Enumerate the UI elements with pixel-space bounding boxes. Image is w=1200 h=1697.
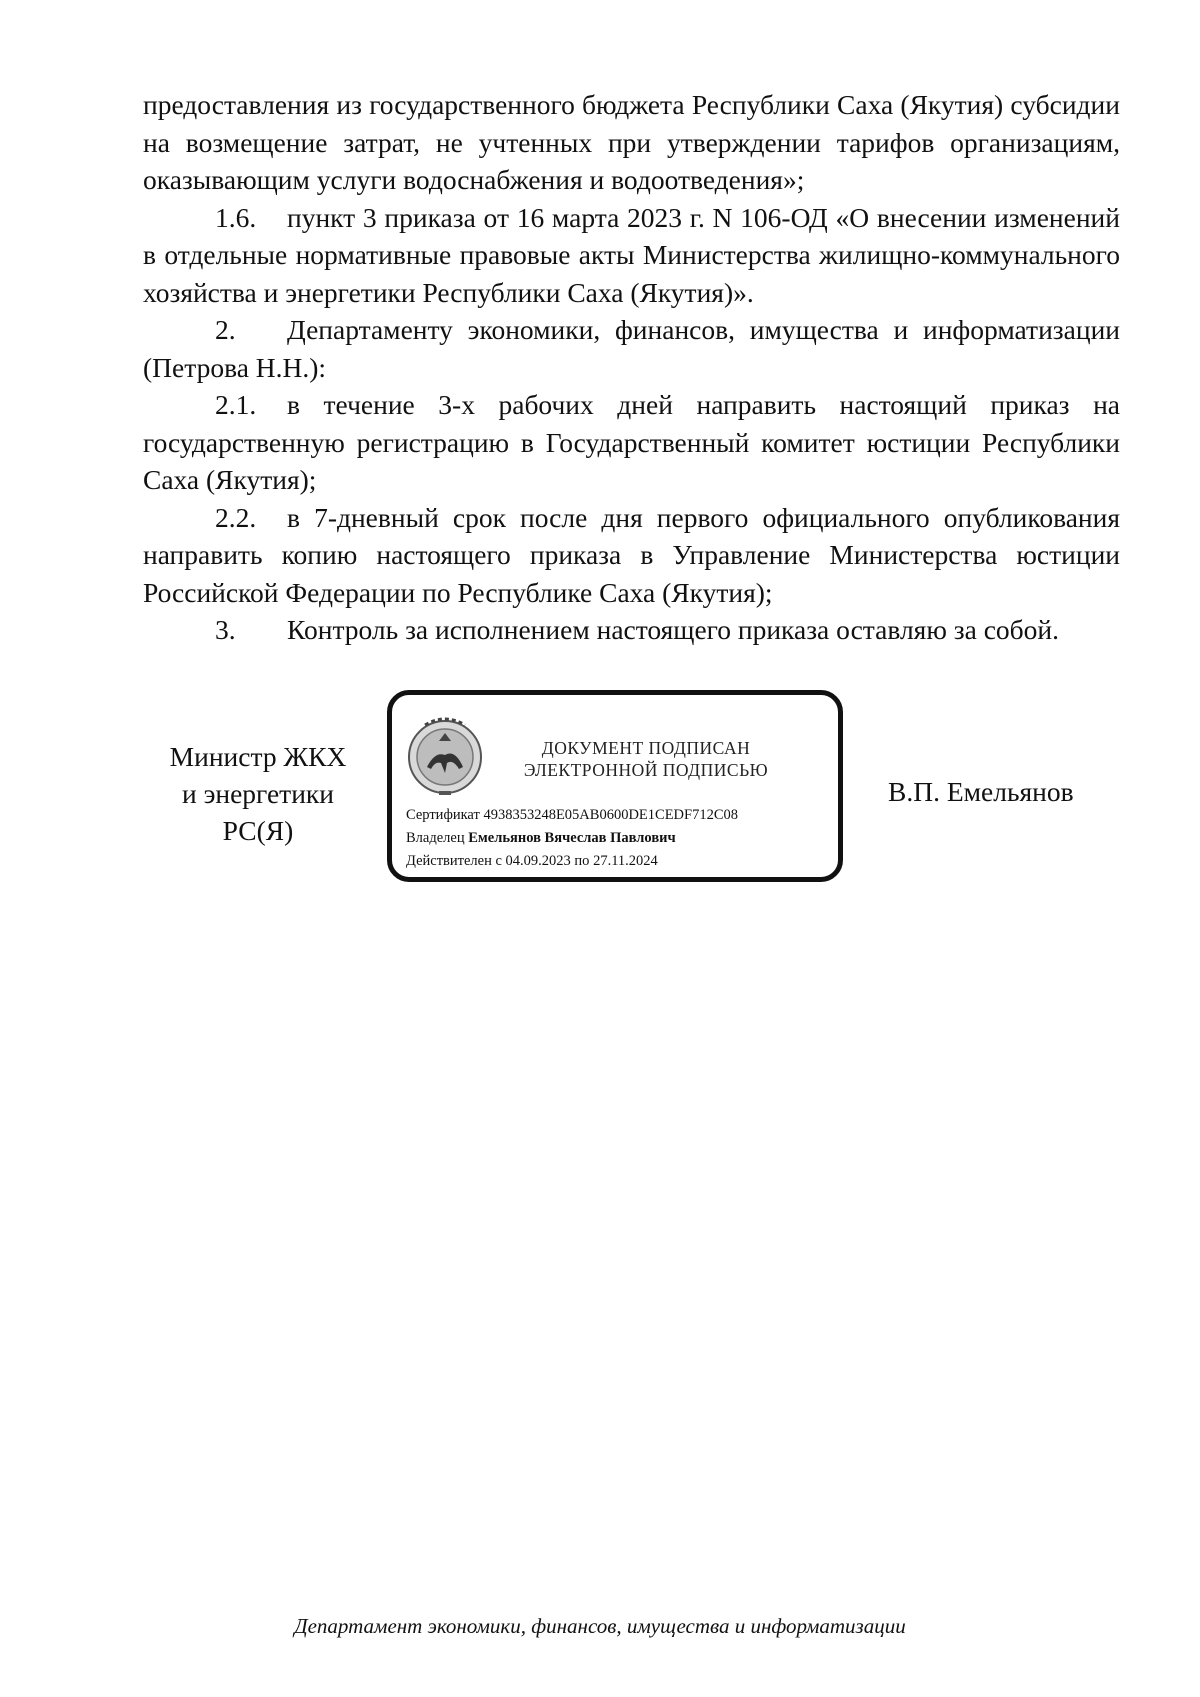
item-number: 2.1. — [215, 389, 257, 420]
paragraph-continuation: предоставления из государственного бюджета Республики Саха (Якутия) субсидии на возмещение затрат, не учтенных при утверждении тарифов организациям, оказывающим услуги водоснабжения и водоотведения»; — [143, 89, 1120, 195]
owner-line — [406, 830, 676, 847]
valid-to-label: по — [574, 853, 590, 869]
owner-value: Емельянов Вячеслав Павлович — [468, 830, 676, 846]
valid-from-date: 04.09.2023 — [505, 853, 571, 869]
item-text: в течение 3-х рабочих дней направить настоящий приказ на государственную регистрацию в Государственный комитет юстиции Республики Саха (Якутия); — [143, 389, 1120, 495]
stamp-title-line: ДОКУМЕНТ ПОДПИСАН — [541, 738, 751, 758]
paragraph-2-2 — [143, 499, 1120, 612]
stamp-title-line: ЭЛЕКТРОННОЙ ПОДПИСЬЮ — [523, 760, 769, 780]
document-body — [143, 86, 1120, 649]
signatory-position — [145, 738, 371, 849]
valid-from-label: с — [495, 853, 502, 869]
item-number: 2. — [215, 314, 236, 345]
stamp-title — [496, 737, 796, 781]
position-line: и энергетики — [181, 778, 334, 809]
signatory-name: В.П. Емельянов — [888, 776, 1074, 807]
valid-to-date: 27.11.2024 — [593, 853, 658, 869]
item-text: в 7-дневный срок после дня первого официального опубликования направить копию настоящего приказа в Управление Министерства юстиции Российской Федерации по Республике Саха (Якутия); — [143, 501, 1120, 608]
paragraph-1-6 — [143, 199, 1120, 312]
certificate-value: 4938353248E05AB0600DE1CEDF712C08 — [483, 807, 739, 823]
validity-line — [406, 853, 658, 870]
item-text: пункт 3 приказа от 16 марта 2023 г. N 106-ОД «О внесении изменений в отдельные нормативные правовые акты Министерства жилищно-коммунального хозяйства и энергетики Республики Саха (Якутия)». — [143, 201, 1120, 308]
item-text: Департаменту экономики, финансов, имущества и информатизации (Петрова Н.Н.): — [143, 314, 1120, 383]
position-line: Министр ЖКХ — [169, 741, 347, 772]
position-line: РС(Я) — [222, 815, 294, 846]
owner-label: Владелец — [406, 830, 465, 846]
item-number: 1.6. — [215, 201, 257, 233]
item-number: 3. — [215, 614, 236, 645]
paragraph-3 — [143, 611, 1120, 649]
electronic-signature-stamp — [387, 690, 843, 882]
certificate-line — [406, 807, 738, 824]
coat-of-arms-icon — [405, 711, 485, 797]
item-number: 2.2. — [215, 501, 257, 533]
validity-label: Действителен — [406, 853, 492, 869]
paragraph-2-1 — [143, 386, 1120, 499]
item-text: Контроль за исполнением настоящего приказа оставляю за собой. — [287, 614, 1059, 645]
certificate-label: Сертификат — [406, 807, 480, 823]
paragraph-2 — [143, 311, 1120, 386]
footer-department: Департамент экономики, финансов, имущества и информатизации — [294, 1614, 906, 1638]
